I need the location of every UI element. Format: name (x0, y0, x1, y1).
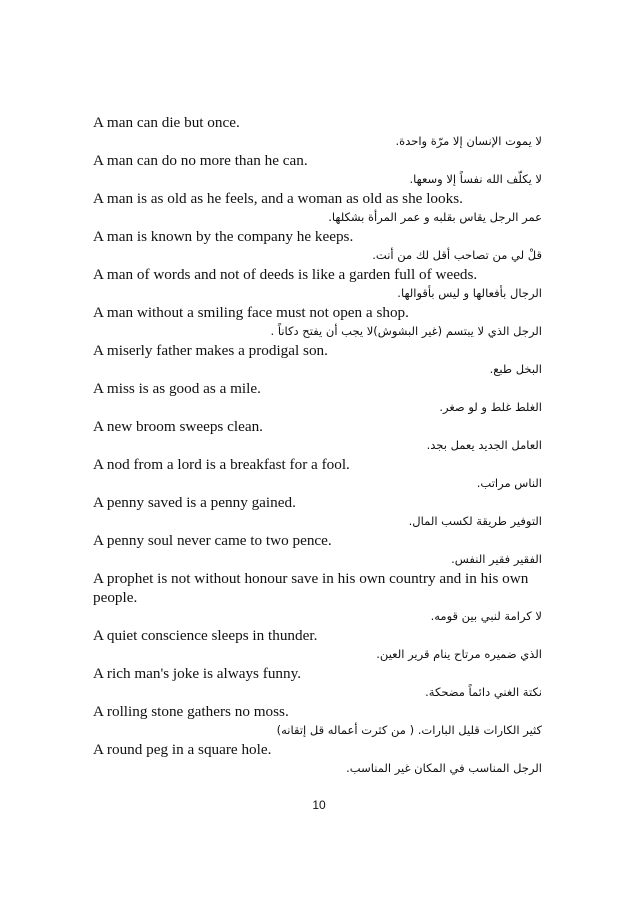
proverb-entry (93, 664, 563, 702)
proverb-entry (93, 626, 563, 664)
english-proverb: A miss is as good as a mile. (93, 380, 261, 397)
proverb-entry (93, 113, 563, 151)
proverb-entry (93, 455, 563, 493)
arabic-translation: لا يموت الإنسان إلا مرّة واحدة. (395, 134, 542, 148)
arabic-translation: نكتة الغني دائماً مضحكة. (425, 685, 542, 699)
proverb-entry (93, 379, 563, 417)
arabic-translation: عمر الرجل يقاس بقلبه و عمر المرأة بشكلها. (328, 210, 542, 224)
english-proverb: A rich man's joke is always funny. (93, 665, 302, 682)
english-proverb: A round peg in a square hole. (93, 741, 272, 758)
english-proverb: A nod from a lord is a breakfast for a fool. (93, 456, 350, 473)
proverb-entry (93, 265, 563, 303)
proverb-entry (93, 227, 563, 265)
arabic-translation: قلْ لي من تصاحب أقل لك من أنت. (372, 248, 542, 262)
english-proverb: A quiet conscience sleeps in thunder. (93, 627, 318, 644)
arabic-translation: لا يكلّف الله نفساً إلا وسعها. (409, 172, 542, 186)
arabic-translation: الرجال بأفعالها و ليس بأقوالها. (397, 286, 542, 300)
proverb-entry (93, 189, 563, 227)
proverb-entry (93, 417, 563, 455)
proverb-entry (93, 341, 563, 379)
proverb-entry (93, 151, 563, 189)
arabic-translation: الذي ضميره مرتاح ينام قرير العين. (376, 647, 542, 661)
arabic-translation: العامل الجديد يعمل بجد. (426, 438, 542, 452)
proverb-entry (93, 493, 563, 531)
proverb-entry (93, 569, 563, 626)
english-proverb: A penny soul never came to two pence. (93, 532, 332, 549)
arabic-translation: الناس مراتب. (476, 476, 542, 490)
english-proverb: A man is known by the company he keeps. (93, 228, 354, 245)
arabic-translation: الغلط غلط و لو صغر. (439, 400, 542, 414)
english-proverb: A man of words and not of deeds is like a garden full of weeds. (93, 266, 478, 283)
arabic-translation: الرجل الذي لا يبتسم (غير البشوش)لا يجب أن يفتح دكاناً . (270, 324, 542, 338)
arabic-translation: كثير الكارات قليل البارات. ( من كثرت أعماله قل إتقانه) (276, 723, 542, 737)
arabic-translation: لا كرامة لنبي بين قومه. (430, 609, 542, 623)
proverb-list (93, 113, 563, 778)
arabic-translation: الرجل المناسب في المكان غير المناسب. (346, 761, 542, 775)
proverb-entry (93, 740, 563, 778)
english-proverb: A rolling stone gathers no moss. (93, 703, 289, 720)
arabic-translation: الفقير فقير النفس. (451, 552, 542, 566)
english-proverb: A man without a smiling face must not open a shop. (93, 304, 409, 321)
english-proverb: A man can die but once. (93, 114, 240, 131)
proverb-entry (93, 303, 563, 341)
english-proverb: A man can do no more than he can. (93, 152, 308, 169)
english-proverb: A penny saved is a penny gained. (93, 494, 296, 511)
arabic-translation: البخل طبع. (489, 362, 542, 376)
english-proverb: A man is as old as he feels, and a woman as old as she looks. (93, 190, 463, 207)
arabic-translation: التوفير طريقة لكسب المال. (408, 514, 542, 528)
english-proverb: A miserly father makes a prodigal son. (93, 342, 328, 359)
proverb-entry (93, 531, 563, 569)
proverb-entry (93, 702, 563, 740)
page-number: 10 (312, 798, 326, 812)
english-proverb: A prophet is not without honour save in his own country and in his own people. (93, 570, 529, 606)
english-proverb: A new broom sweeps clean. (93, 418, 263, 435)
